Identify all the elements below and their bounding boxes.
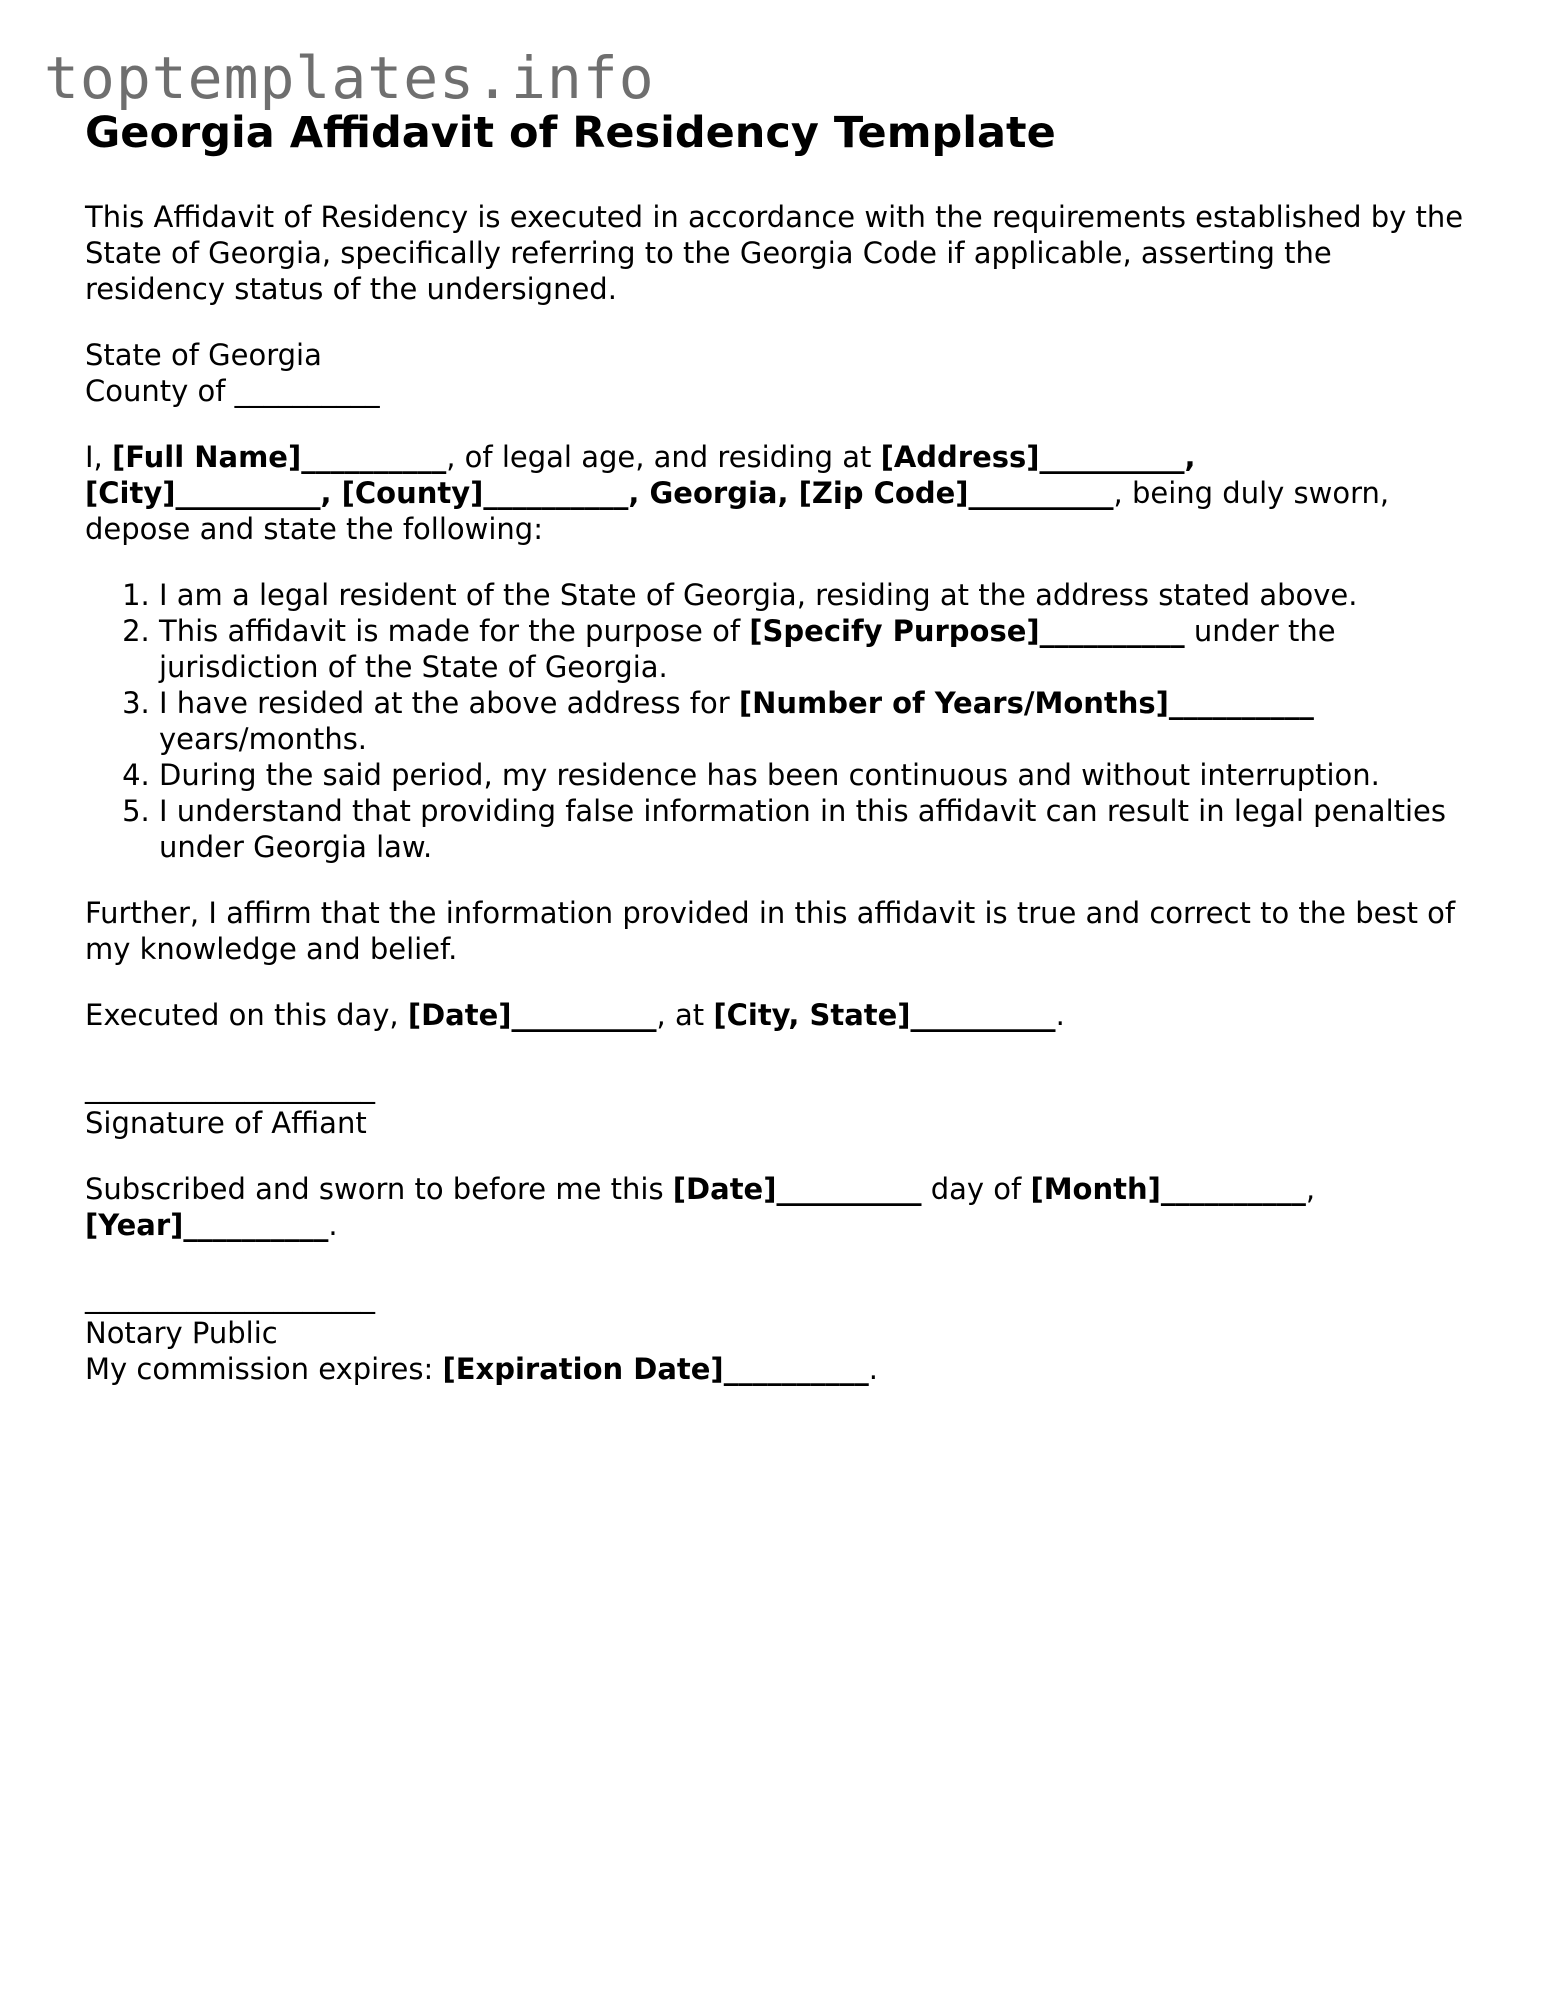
purpose-field: [Specify Purpose]__________ bbox=[749, 614, 1185, 648]
oath-text-1: , of legal age, and residing at bbox=[446, 440, 881, 474]
expiration-date-field: [Expiration Date]__________ bbox=[442, 1352, 869, 1386]
full-name-field: [Full Name]__________ bbox=[112, 440, 447, 474]
oath-paragraph bbox=[85, 439, 1465, 547]
sworn-date-field: [Date]__________ bbox=[672, 1172, 922, 1206]
statement-item bbox=[159, 577, 1465, 613]
venue-state: State of Georgia bbox=[85, 338, 322, 372]
executed-date-field: [Date]__________ bbox=[407, 998, 657, 1032]
notary-block bbox=[85, 1279, 1465, 1387]
oath-i: I, bbox=[85, 440, 112, 474]
statement-item bbox=[159, 685, 1465, 757]
statement-text: years/months. bbox=[159, 722, 368, 756]
commission-text: My commission expires: bbox=[85, 1352, 443, 1386]
sworn-text: , bbox=[1305, 1172, 1316, 1206]
statement-text: I have resided at the above address for bbox=[159, 686, 739, 720]
oath-text-2: , being duly sworn, depose and state the following: bbox=[85, 476, 1390, 546]
document-title: Georgia Affidavit of Residency Template bbox=[85, 108, 1056, 158]
executed-text: . bbox=[1055, 998, 1065, 1032]
signature-block bbox=[85, 1069, 1465, 1141]
notary-label: Notary Public bbox=[85, 1316, 278, 1350]
venue-block bbox=[85, 337, 1465, 409]
statement-text: I understand that providing false information in this affidavit can result in legal penalties under Georgia law. bbox=[159, 794, 1447, 864]
city-county-zip-field: [City]__________, [County]__________, Georgia, [Zip Code]__________ bbox=[85, 476, 1114, 510]
statement-item bbox=[159, 613, 1465, 685]
executed-text: Executed on this day, bbox=[85, 998, 408, 1032]
document-body bbox=[85, 106, 1465, 1417]
statement-item bbox=[159, 757, 1465, 793]
statement-item bbox=[159, 793, 1465, 865]
sworn-text: day of bbox=[921, 1172, 1031, 1206]
sworn-text: . bbox=[328, 1208, 338, 1242]
executed-city-state-field: [City, State]__________ bbox=[713, 998, 1056, 1032]
sworn-year-field: [Year]__________ bbox=[85, 1208, 329, 1242]
statement-text: under the jurisdiction of the State of Georgia. bbox=[159, 614, 1336, 684]
intro-paragraph: This Affidavit of Residency is executed in accordance with the requirements established by the State of Georgia, specifically referring to the Georgia Code if applicable, asserting the residency status of the undersigned. bbox=[85, 200, 1464, 306]
duration-field: [Number of Years/Months]__________ bbox=[738, 686, 1314, 720]
signature-line: ____________________ bbox=[85, 1070, 375, 1104]
commission-expires bbox=[85, 1351, 1465, 1387]
executed-paragraph bbox=[85, 997, 1465, 1033]
executed-text: , at bbox=[656, 998, 714, 1032]
statements-list bbox=[85, 577, 1465, 865]
venue-county: County of __________ bbox=[85, 374, 380, 408]
commission-text: . bbox=[868, 1352, 878, 1386]
statement-text: This affidavit is made for the purpose of bbox=[159, 614, 750, 648]
statement-text: I am a legal resident of the State of Georgia, residing at the address stated above. bbox=[159, 578, 1358, 612]
notary-signature-line: ____________________ bbox=[85, 1280, 375, 1314]
watermark: toptemplates.info bbox=[44, 44, 655, 112]
sworn-text: Subscribed and sworn to before me this bbox=[85, 1172, 673, 1206]
statement-text: During the said period, my residence has been continuous and without interruption. bbox=[159, 758, 1380, 792]
sworn-paragraph bbox=[85, 1171, 1465, 1243]
affirm-paragraph: Further, I affirm that the information provided in this affidavit is true and correct to the best of my knowledge and belief. bbox=[85, 896, 1456, 966]
address-field: [Address]__________, bbox=[880, 440, 1196, 474]
sworn-month-field: [Month]__________ bbox=[1030, 1172, 1306, 1206]
signature-label: Signature of Affiant bbox=[85, 1106, 367, 1140]
